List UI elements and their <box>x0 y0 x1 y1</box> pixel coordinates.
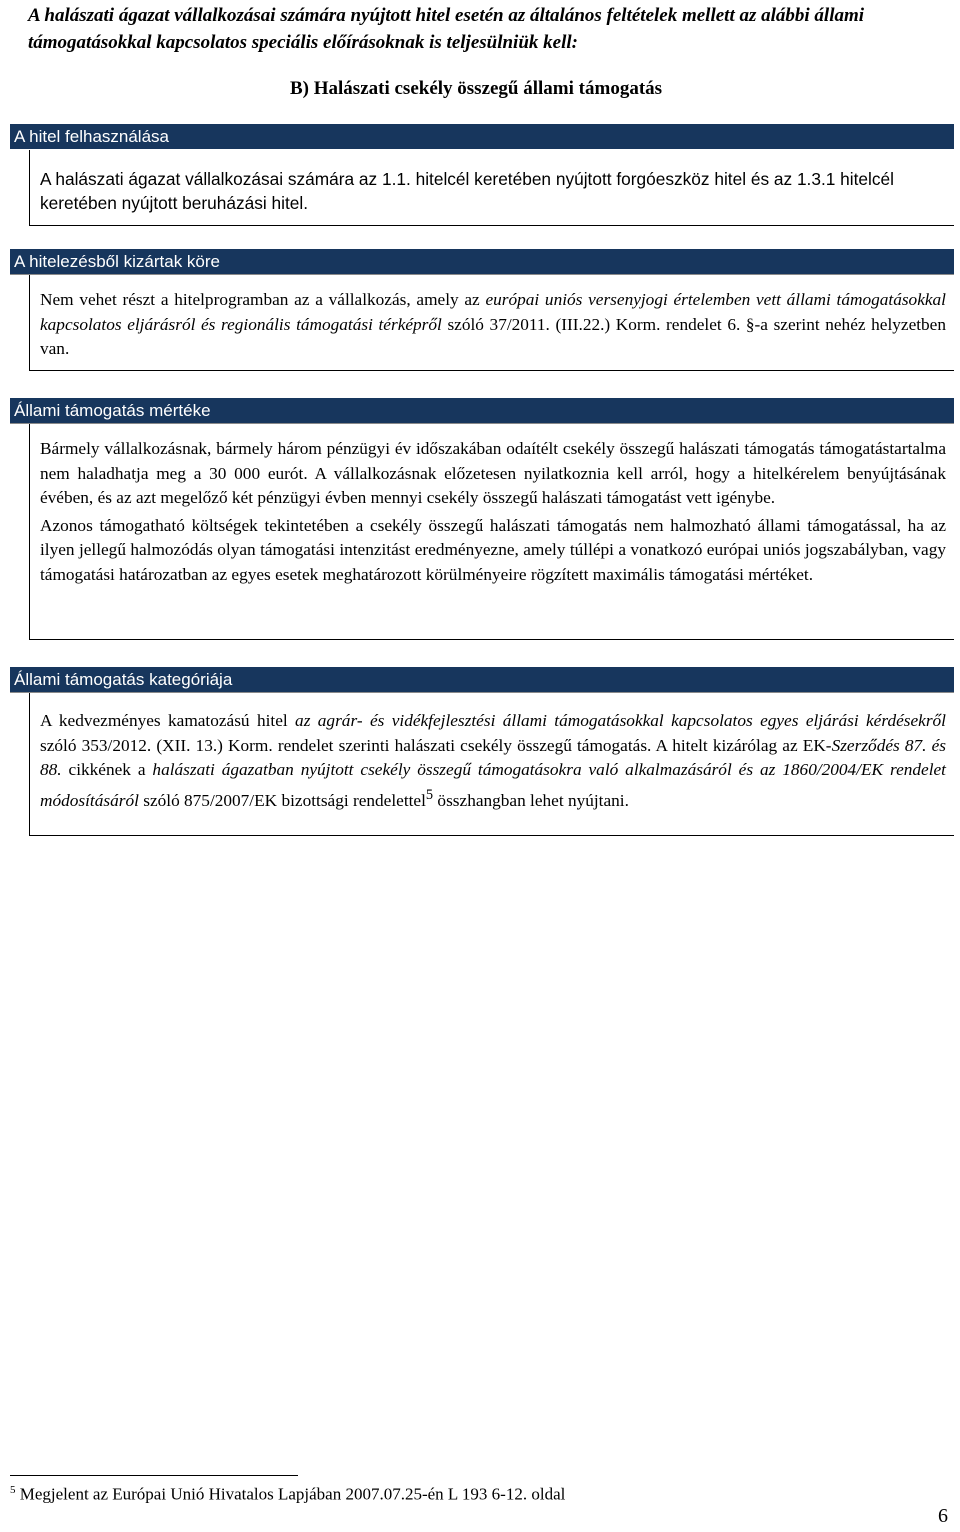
paragraph-1: Bármely vállalkozásnak, bármely három pénzügyi év időszakában odaítélt csekély összegű halászati támogatás támogatástartalma nem haladhatja meg a 30 000 eurót. A vállalkozásnak előzetesen nyilatkoznia kell arról, hogy a hitelkérelem benyújtásának évében, és az azt megelőző két pénzügyi évben mennyi csekély összegű halászati támogatást vett igénybe. <box>40 439 946 508</box>
body-text: A kedvezményes kamatozású hitel <box>40 711 296 730</box>
regulation-title: az agrár- és vidékfejlesztési állami támogatásokkal kapcsolatos egyes eljárási kérdésekről <box>295 711 946 730</box>
section-heading-tamogatas-kategoriaja: Állami támogatás kategóriája <box>10 667 954 692</box>
section-heading-hitel-felhasznalasa: A hitel felhasználása <box>10 124 954 149</box>
section-heading-kizartak-kore: A hitelezésből kizártak köre <box>10 249 954 274</box>
regulation-title: európai uniós versenyjogi értelemben vett állami támogatásokkal kapcsolatos eljárásról és regionális támogatási térképről <box>40 290 946 334</box>
body-text: Nem vehet részt a hitelprogramban az a vállalkozás, amely az <box>40 290 486 309</box>
page-title: A halászati ágazat vállalkozásai számára nyújtott hitel esetén az általános feltételek mellett az alábbi állami támogatásokkal kapcsolatos speciális előírásoknak is teljesülniük kell: <box>28 5 865 53</box>
section-box-tamogatas-merteke <box>29 424 954 640</box>
body-text: cikkének a <box>61 760 153 780</box>
body-text: szóló 353/2012. (XII. 13.) Korm. rendelet szerinti halászati csekély összegű támogatás. A hitelt kizárólag az EK- <box>40 735 832 755</box>
regulation-title: halászati ágazatban nyújtott csekély összegű támogatásokra való alkalmazásáról és az 1860/2004/EK rendelet módosításáról <box>40 760 946 810</box>
section-body <box>40 288 946 362</box>
section-subtitle: B) Halászati csekély összegű állami támogatás <box>290 78 663 99</box>
section-heading-tamogatas-merteke: Állami támogatás mértéke <box>10 398 954 423</box>
footnote-separator <box>10 1475 298 1476</box>
section-body <box>40 709 946 813</box>
section-body: A halászati ágazat vállalkozásai számára az 1.1. hitelcél keretében nyújtott forgóeszköz hitel és az 1.3.1 hitelcél keretében nyújtott beruházási hitel. <box>40 169 894 213</box>
section-box-kizartak-kore <box>29 275 954 371</box>
body-text: szóló 875/2007/EK bizottsági rendelettel <box>138 790 426 810</box>
page-number: 6 <box>938 1505 948 1527</box>
footnote-reference[interactable]: 5 <box>425 786 434 803</box>
treaty-reference: Szerződés 87. és 88. <box>40 735 946 780</box>
footnote-mark: 5 <box>10 1484 16 1496</box>
body-text: szóló 37/2011. (III.22.) Korm. rendelet 6. §-a szerint nehéz helyzetben van. <box>40 314 946 359</box>
body-text: összhangban lehet nyújtani. <box>433 790 629 810</box>
section-box-tamogatas-kategoriaja <box>29 693 954 836</box>
paragraph-2: Azonos támogatható költségek tekintetében a csekély összegű halászati támogatás nem halmozható állami támogatással, ha az ilyen jellegű halmozódás olyan támogatási intenzitást eredményezne, amely túllépi a vonatkozó európai uniós jogszabályban, vagy támogatási határozatban az egyes esetek meghatározott körülményeire rögzített maximális támogatási mértéket. <box>40 515 946 584</box>
footnote <box>10 1484 565 1505</box>
footnote-text: Megjelent az Európai Unió Hivatalos Lapjában 2007.07.25-én L 193 6-12. oldal <box>15 1484 566 1504</box>
section-box-hitel-felhasznalasa <box>29 150 954 226</box>
